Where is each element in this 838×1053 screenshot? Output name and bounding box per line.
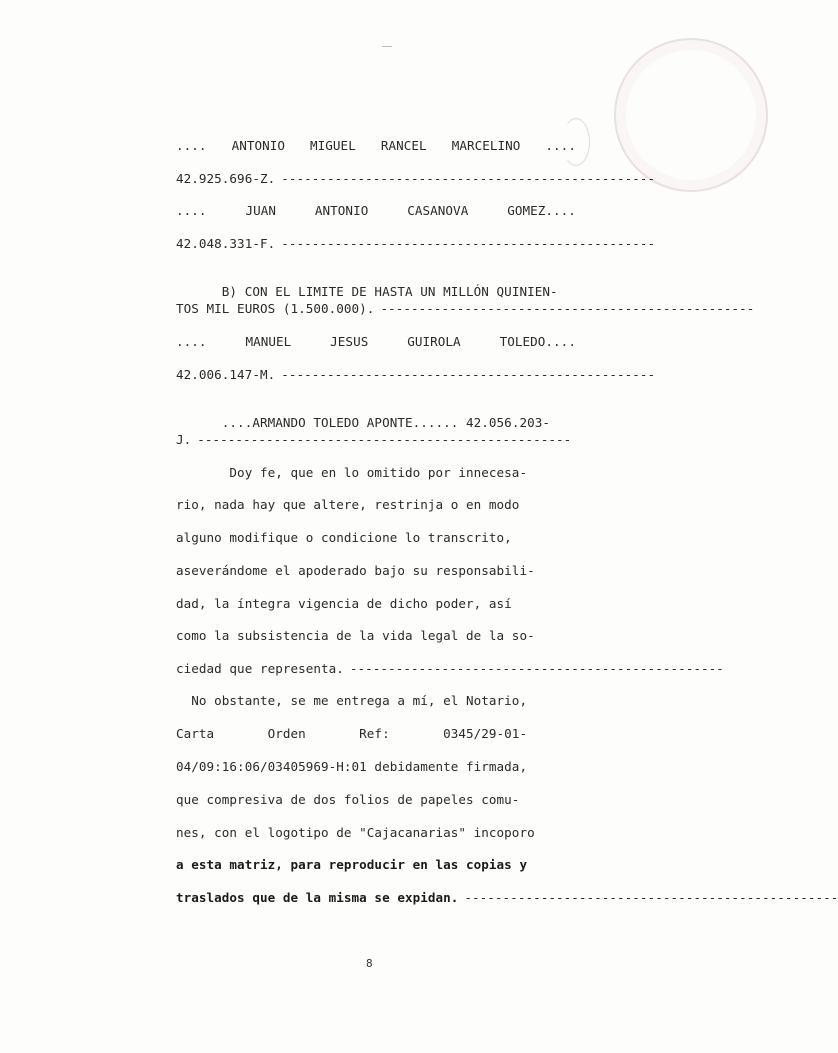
word: JESUS: [330, 334, 369, 349]
text-line-id-2: 42.048.331-F. -------------------------------------------------: [176, 236, 656, 251]
text-line-name-1: [176, 138, 576, 154]
word: ANTONIO: [314, 203, 369, 218]
word: MARCELINO: [451, 138, 521, 153]
word: JUAN: [245, 203, 276, 218]
text-line-para-2: rio, nada hay que altere, restrinja o en modo: [176, 497, 520, 512]
text-line-para-1: Doy fe, que en lo omitido por innecesa-: [176, 465, 528, 480]
word: ....: [176, 138, 207, 153]
text-line-para-6: como la subsistencia de la vida legal de la so-: [176, 628, 535, 643]
text-line-para-4: aseverándome el apoderado bajo su responsabili-: [176, 563, 535, 578]
text-line-amount: TOS MIL EUROS (1.500.000). -------------------------------------------------: [176, 301, 755, 316]
text-line-para-10: 04/09:16:06/03405969-H:01 debidamente firmada,: [176, 759, 528, 774]
word: GOMEZ....: [507, 203, 576, 218]
text-line-para-11: que compresiva de dos folios de papeles comu-: [176, 792, 520, 807]
word: CASANOVA: [407, 203, 469, 218]
text-line-para-9: Carta Orden Ref: 0345/29-01-: [176, 726, 528, 741]
word: RANCEL: [380, 138, 427, 153]
text-line-name-3: [176, 334, 576, 350]
text-line-para-12: nes, con el logotipo de "Cajacanarias" incoporo: [176, 825, 535, 840]
word: TOLEDO....: [499, 334, 576, 349]
text-line-id-4: J. -------------------------------------------------: [176, 432, 572, 447]
word: ANTONIO: [231, 138, 285, 153]
text-line-para-14: traslados que de la misma se expidan. -------------------------------------------------: [176, 890, 838, 905]
text-line-name-4: ....ARMANDO TOLEDO APONTE...... 42.056.203-: [206, 415, 550, 430]
text-line-para-13: a esta matriz, para reproducir en las copias y: [176, 857, 528, 872]
text-line-id-3: 42.006.147-M. -------------------------------------------------: [176, 367, 656, 382]
text-line-name-2: [176, 203, 576, 219]
page-number: 8: [366, 957, 373, 970]
scan-mark: [382, 46, 392, 47]
word: MANUEL: [245, 334, 292, 349]
text-line-para-8: No obstante, se me entrega a mí, el Notario,: [176, 693, 528, 708]
text-line-para-7: ciedad que representa. -------------------------------------------------: [176, 661, 724, 676]
text-line-para-3: alguno modifique o condicione lo transcrito,: [176, 530, 512, 545]
word: ....: [176, 203, 207, 218]
word: MIGUEL: [310, 138, 356, 153]
text-line-limit: B) CON EL LIMITE DE HASTA UN MILLÓN QUINIEN-: [206, 284, 558, 299]
word: GUIROLA: [407, 334, 461, 349]
text-line-para-5: dad, la íntegra vigencia de dicho poder, así: [176, 596, 512, 611]
text-line-id-1: 42.925.696-Z. -------------------------------------------------: [176, 171, 656, 186]
word: ....: [545, 138, 576, 153]
notary-seal-watermark: [614, 38, 768, 192]
word: ....: [176, 334, 207, 349]
